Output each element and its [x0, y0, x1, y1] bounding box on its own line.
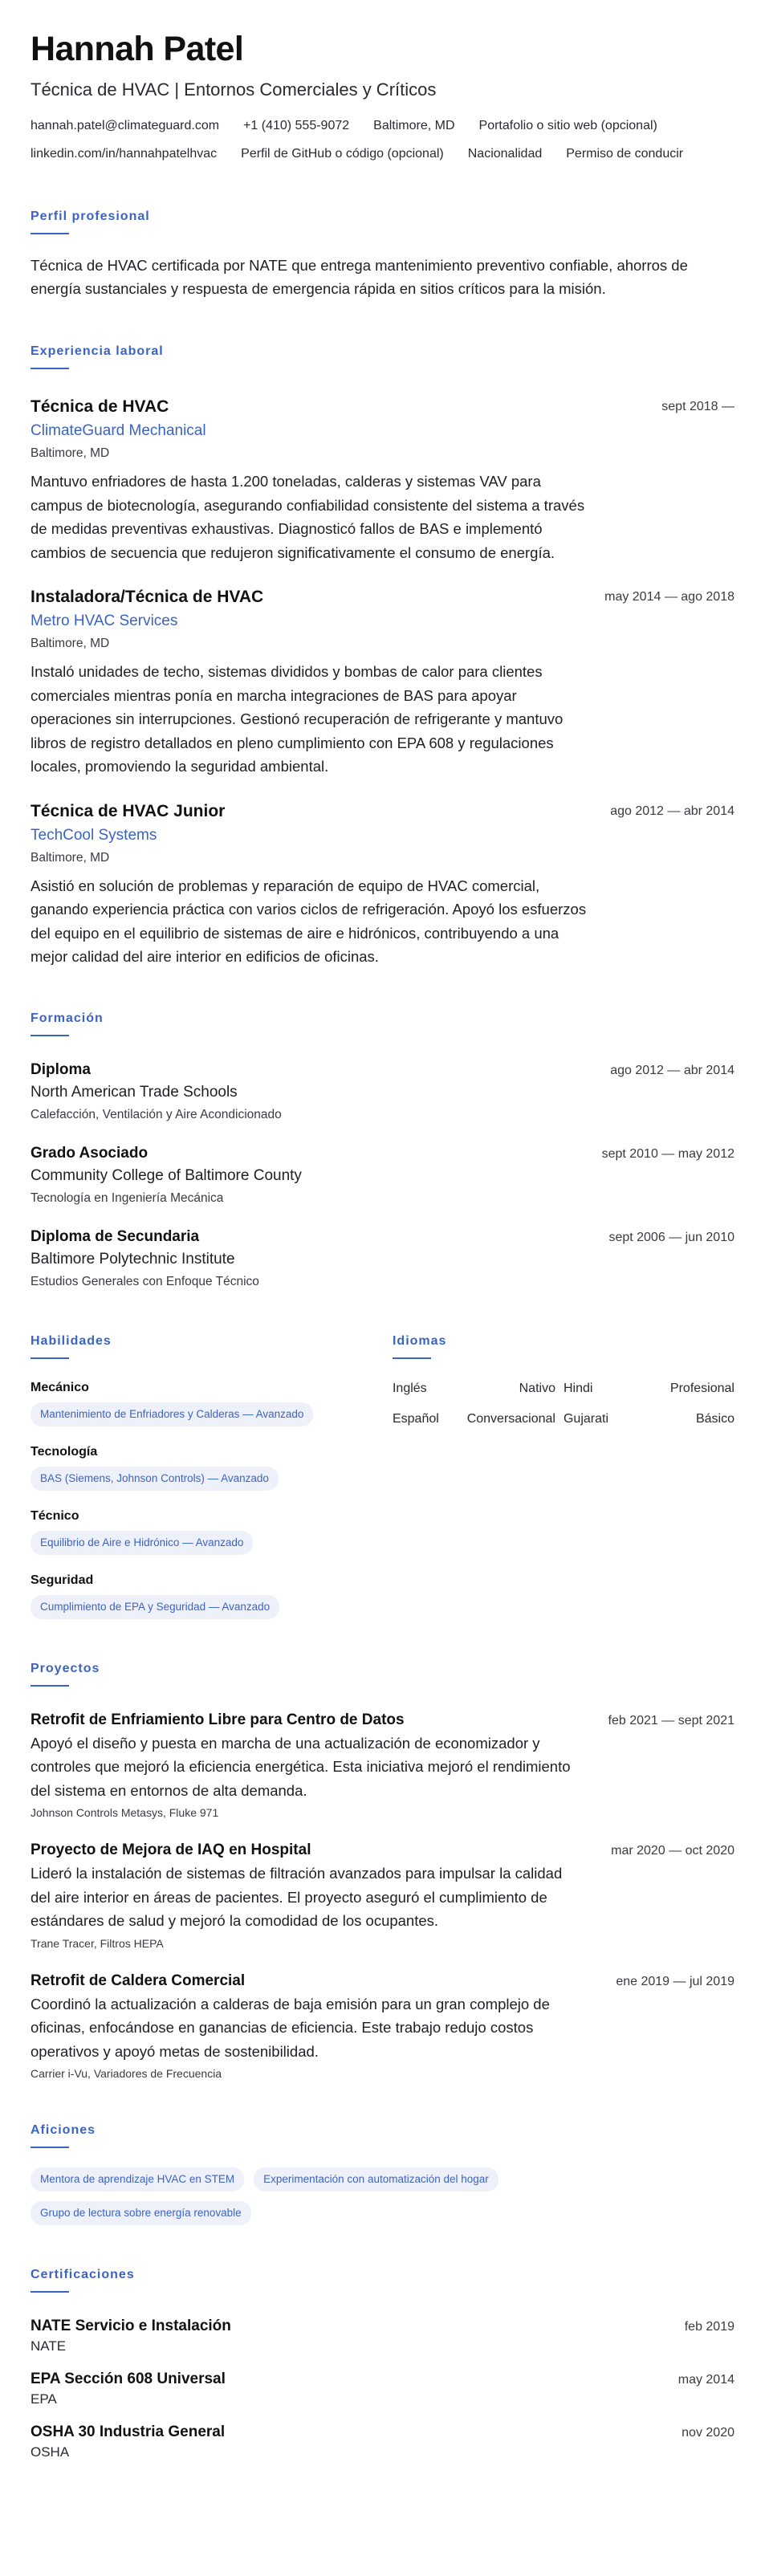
language-item — [393, 1380, 564, 1398]
certification-date: may 2014 — [678, 2373, 734, 2387]
contact-phone[interactable]: +1 (410) 555-9072 — [243, 119, 350, 132]
education-school: Baltimore Polytechnic Institute — [31, 1250, 235, 1268]
certification-date: feb 2019 — [684, 2320, 734, 2334]
section-divider — [31, 233, 69, 234]
job-dates: sept 2018 — — [661, 400, 734, 413]
skill-pill: Equilibrio de Aire e Hidrónico — Avanzado — [31, 1531, 253, 1555]
section-title-projects: Proyectos — [31, 1661, 100, 1675]
skill-group — [31, 1508, 393, 1555]
contact-nationality: Nacionalidad — [467, 147, 543, 161]
candidate-headline: Técnica de HVAC | Entornos Comerciales y Críticos — [31, 79, 437, 100]
project-title: Retrofit de Caldera Comercial — [31, 1972, 246, 1989]
certification-entry — [31, 2317, 734, 2355]
job-entry — [31, 801, 734, 969]
job-location: Baltimore, MD — [31, 446, 110, 460]
education-school: North American Trade Schools — [31, 1083, 238, 1101]
section-title-certifications: Certificaciones — [31, 2268, 135, 2281]
section-divider — [31, 1035, 69, 1036]
education-dates: ago 2012 — abr 2014 — [610, 1063, 734, 1077]
project-entry — [31, 1711, 734, 1821]
language-row — [393, 1380, 734, 1398]
skill-group-name: Seguridad — [31, 1573, 94, 1587]
section-title-experience: Experiencia laboral — [31, 344, 164, 358]
project-dates: ene 2019 — jul 2019 — [616, 1974, 734, 1988]
project-description: Coordinó la actualización a calderas de baja emisión para un gran complejo de oficinas, enfocándose en ganancias de eficiencia. Este trabajo redujo costos operativos y apoyó metas de sostenibilidad. — [31, 1995, 550, 2060]
projects-section — [31, 1661, 734, 2082]
job-title: Instaladora/Técnica de HVAC — [31, 588, 264, 606]
skill-group-name: Mecánico — [31, 1380, 89, 1394]
education-dates: sept 2010 — may 2012 — [601, 1146, 734, 1161]
job-description: Mantuvo enfriadores de hasta 1.200 toneladas, calderas y sistemas VAV para campus de biotecnología, asegurando confiabilidad consistente del sistema a través de medidas preventivas exhaustivas. Diagnosticó fallos de BAS e implementó cambios de secuencia que redujeron significativamente el consumo de energía. — [31, 473, 585, 561]
language-item — [564, 1380, 734, 1398]
language-name: Español — [392, 1411, 439, 1426]
contact-driving-license: Permiso de conducir — [566, 147, 684, 161]
certification-issuer: NATE — [31, 2338, 67, 2354]
job-description: Instaló unidades de techo, sistemas divididos y bombas de calor para clientes comerciales mientras ponía en marcha integraciones de BAS para apoyar operaciones sin interrupciones. Gestionó recuperación de refrigerante y mantuvo libros de registro detallados en pleno cumplimiento con EPA 608 y regulaciones locales, promoviendo la seguridad ambiental. — [31, 663, 564, 775]
education-entry — [31, 1144, 734, 1207]
language-row — [393, 1410, 734, 1428]
certification-name: EPA Sección 608 Universal — [31, 2370, 226, 2387]
skill-pill: Cumplimiento de EPA y Seguridad — Avanzado — [31, 1595, 279, 1619]
skill-pill: BAS (Siemens, Johnson Controls) — Avanzado — [31, 1467, 279, 1491]
section-title-hobbies: Aficiones — [31, 2123, 96, 2137]
education-entry — [31, 1227, 734, 1290]
project-entry — [31, 1972, 734, 2082]
summary-section — [31, 209, 734, 300]
project-title: Proyecto de Mejora de IAQ en Hospital — [31, 1841, 311, 1858]
language-item — [393, 1410, 564, 1428]
education-entry — [31, 1060, 734, 1123]
skill-group — [31, 1573, 393, 1619]
hobby-pill: Experimentación con automatización del hogar — [254, 2167, 498, 2191]
skill-group — [31, 1380, 393, 1426]
languages-section — [393, 1333, 734, 1619]
job-title: Técnica de HVAC Junior — [31, 801, 226, 820]
section-title-summary: Perfil profesional — [31, 210, 150, 223]
education-section — [31, 1011, 734, 1290]
summary-text: Técnica de HVAC certificada por NATE que entrega mantenimiento preventivo confiable, ahorros de energía sustanciales y respuesta de emergencia rápida en sitios críticos para la misión. — [31, 257, 688, 297]
language-item — [564, 1410, 734, 1428]
project-description: Lideró la instalación de sistemas de filtración avanzados para impulsar la calidad del aire interior en áreas de pacientes. El proyecto aseguró el cumplimiento de estándares de salud y mejoró la comodidad de los ocupantes. — [31, 1865, 563, 1929]
job-dates: may 2014 — ago 2018 — [604, 590, 734, 604]
education-degree: Diploma de Secundaria — [31, 1227, 200, 1245]
contact-location: Baltimore, MD — [373, 119, 455, 132]
language-level: Conversacional — [466, 1411, 555, 1426]
section-divider — [31, 368, 69, 369]
section-title-languages: Idiomas — [392, 1333, 447, 1348]
experience-section — [31, 344, 734, 969]
section-title-education: Formación — [31, 1011, 104, 1025]
certification-name: OSHA 30 Industria General — [31, 2423, 226, 2440]
education-dates: sept 2006 — jun 2010 — [608, 1230, 734, 1244]
project-technologies: Johnson Controls Metasys, Fluke 971 — [31, 1806, 219, 1819]
skill-group — [31, 1444, 393, 1491]
certification-date: nov 2020 — [682, 2426, 734, 2440]
section-title-skills: Habilidades — [31, 1333, 112, 1348]
job-location: Baltimore, MD — [31, 850, 110, 865]
education-degree: Grado Asociado — [31, 1144, 149, 1162]
project-technologies: Carrier i-Vu, Variadores de Frecuencia — [31, 2067, 222, 2080]
education-field: Calefacción, Ventilación y Aire Acondicionado — [31, 1107, 282, 1121]
hobby-list — [31, 2167, 592, 2235]
project-dates: feb 2021 — sept 2021 — [608, 1713, 734, 1728]
education-degree: Diploma — [31, 1060, 91, 1078]
project-technologies: Trane Tracer, Filtros HEPA — [31, 1936, 164, 1950]
job-company: ClimateGuard Mechanical — [31, 422, 206, 439]
job-company: Metro HVAC Services — [31, 612, 178, 629]
education-field: Estudios Generales con Enfoque Técnico — [31, 1274, 259, 1288]
project-entry — [31, 1841, 734, 1951]
section-divider — [31, 2291, 69, 2293]
skills-languages-row — [31, 1333, 734, 1619]
job-entry — [31, 587, 734, 779]
language-name: Inglés — [392, 1381, 427, 1395]
certification-name: NATE Servicio e Instalación — [31, 2318, 231, 2334]
section-divider — [31, 2147, 69, 2148]
job-title: Técnica de HVAC — [31, 397, 169, 416]
job-company: TechCool Systems — [31, 826, 157, 844]
section-divider — [31, 1685, 69, 1687]
project-description: Apoyó el diseño y puesta en marcha de una actualización de economizador y controles que mejoró la eficiencia energética. Esta iniciativa mejoró el rendimiento del sistema en entornos de alta demanda. — [31, 1734, 571, 1799]
contact-email[interactable]: hannah.patel@climateguard.com — [31, 119, 220, 132]
skill-pill: Mantenimiento de Enfriadores y Calderas — Avanzado — [31, 1402, 313, 1426]
skills-section — [31, 1333, 393, 1619]
job-description: Asistió en solución de problemas y reparación de equipo de HVAC comercial, ganando experiencia práctica con varios ciclos de refrigeración. Apoyó los esfuerzos del equipo en el equilibrio de sistemas de aire e hidrónicos, contribuyendo a una mejor calidad del aire interior en edificios de oficinas. — [31, 877, 587, 965]
job-dates: ago 2012 — abr 2014 — [610, 804, 734, 818]
section-divider — [31, 1357, 69, 1359]
certification-issuer: EPA — [31, 2391, 57, 2407]
section-divider — [393, 1357, 431, 1359]
contact-list — [31, 117, 729, 173]
certification-entry — [31, 2423, 734, 2461]
skill-group-name: Técnico — [31, 1508, 79, 1523]
language-name: Hindi — [563, 1381, 593, 1395]
contact-portfolio[interactable]: Portafolio o sitio web (opcional) — [478, 119, 657, 132]
project-dates: mar 2020 — oct 2020 — [611, 1844, 734, 1858]
education-field: Tecnología en Ingeniería Mecánica — [31, 1190, 224, 1205]
job-entry — [31, 397, 734, 564]
candidate-name: Hannah Patel — [31, 30, 244, 68]
hobbies-section — [31, 2122, 734, 2235]
language-level: Profesional — [669, 1381, 734, 1395]
education-school: Community College of Baltimore County — [31, 1166, 302, 1184]
language-level: Básico — [695, 1411, 734, 1426]
hobby-pill: Grupo de lectura sobre energía renovable — [31, 2201, 251, 2225]
certifications-section — [31, 2267, 734, 2461]
language-level: Nativo — [519, 1381, 555, 1395]
resume-header — [31, 29, 734, 173]
project-title: Retrofit de Enfriamiento Libre para Centro de Datos — [31, 1711, 405, 1728]
certification-entry — [31, 2370, 734, 2408]
job-location: Baltimore, MD — [31, 637, 110, 650]
skill-group-name: Tecnología — [31, 1444, 98, 1459]
certification-issuer: OSHA — [31, 2444, 70, 2460]
hobby-pill: Mentora de aprendizaje HVAC en STEM — [31, 2167, 244, 2191]
contact-github[interactable]: Perfil de GitHub o código (opcional) — [241, 147, 444, 161]
contact-linkedin[interactable]: linkedin.com/in/hannahpatelhvac — [31, 147, 218, 161]
language-name: Gujarati — [563, 1411, 608, 1426]
